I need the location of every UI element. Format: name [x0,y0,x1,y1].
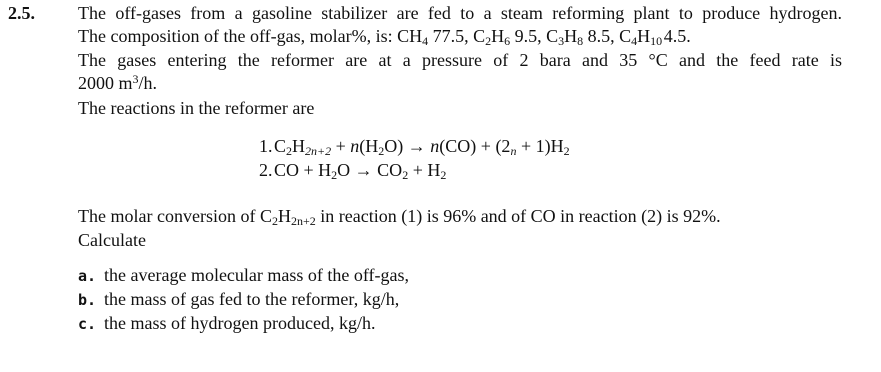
intro-line: The off-gases from a gasoline stabilizer are fed to a steam reforming plant to produce hydrogen. [78,3,842,23]
entering-line: The gases entering the reformer are at a pressure of 2 bara and 35 °C and the feed rate is [78,50,842,70]
composition-line: The composition of the off-gas, molar%, is: $CH_4$ 77.5, $C_2H_6$ 9.5, $C_3H_8$ 8.5, $C_4H_{10}$ 4.5. [78,26,691,48]
problem-number: 2.5. [8,3,35,23]
composition-label: The composition of the off-gas, molar%, is: [78,26,398,46]
reaction-1: 1. $C_2H_{2n+2} + n(H_2O) \to n(CO) + (2_n + 1)H_2$ [259,136,570,158]
item-text: the mass of hydrogen produced, kg/h. [104,313,376,333]
list-item [78,288,399,311]
item-label: c. [78,315,97,333]
component-c3h8: $C_3H_8$ 8.5 [546,26,611,48]
reactions-intro: The reactions in the reformer are [78,98,315,118]
calculate-label: Calculate [78,230,146,250]
component-c4h10: $C_4H_{10}$ 4.5. [619,26,691,48]
component-c2h6: $C_2H_6$ 9.5 [473,26,538,48]
list-item [78,312,375,335]
item-label: b. [78,291,97,309]
item-label: a. [78,267,97,285]
list-item [78,264,409,287]
item-text: the average molecular mass of the off-gas, [104,265,410,285]
item-text: the mass of gas fed to the reformer, kg/h, [104,289,400,309]
conversion-line: The molar conversion of $C_2H_{2n+2}$ in reaction (1) is 96% and of CO in reaction (2) is 92%. [78,206,721,228]
reaction-2: 2. CO + $H_2O \to CO_2 + H_2$ [259,160,447,182]
feed-rate: 2000 $m^3/h$. [78,72,158,93]
component-ch4: $CH_4$ 77.5 [397,26,465,48]
